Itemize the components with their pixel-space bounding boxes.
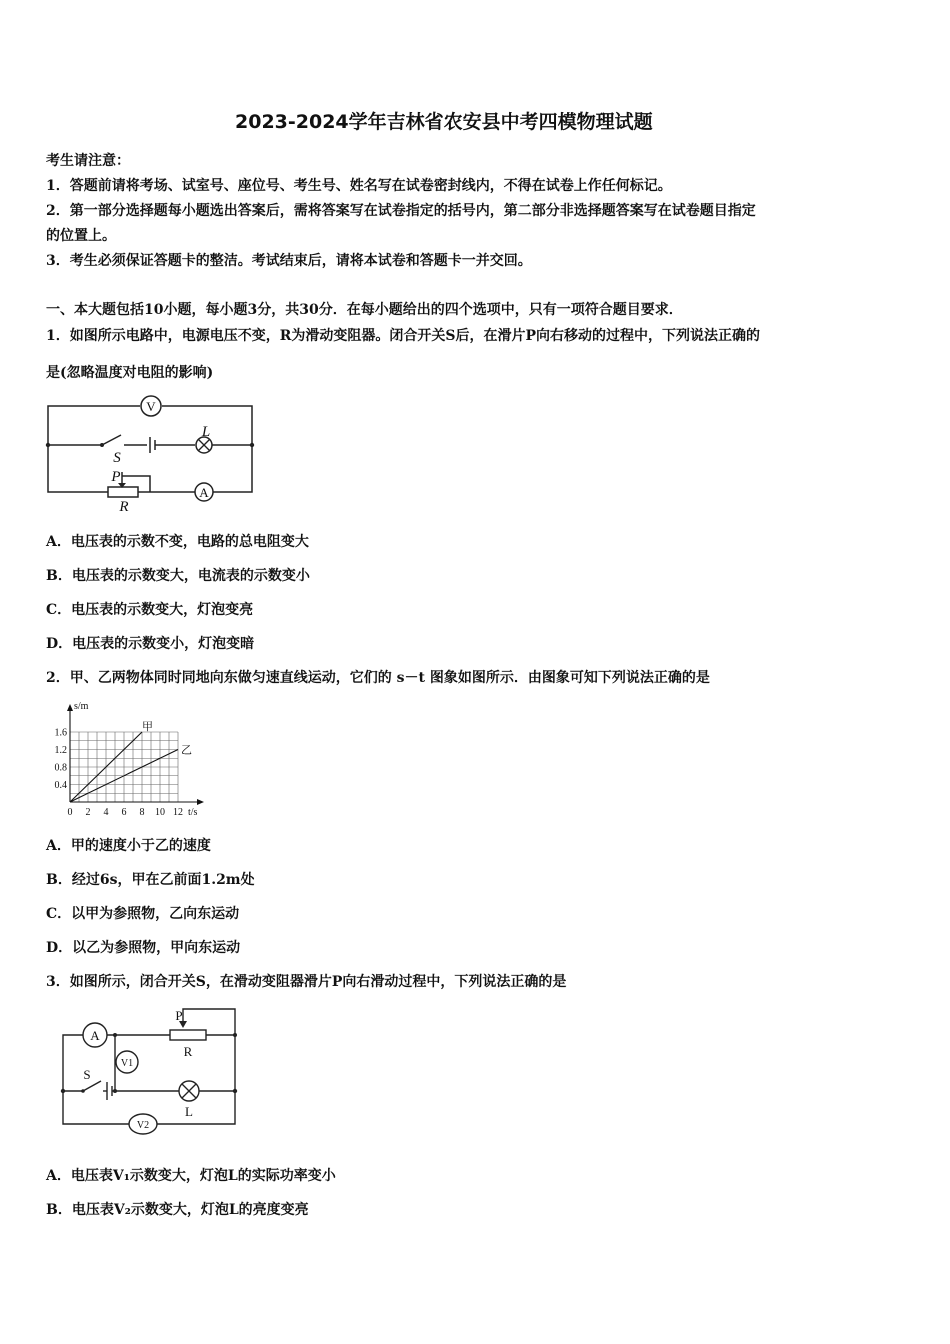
series-label: 甲	[142, 721, 153, 733]
section-heading: 一、本大题包括10小题，每小题3分，共30分．在每小题给出的四个选项中，只有一项符合题目要求．	[46, 302, 683, 318]
q2-option: C．以甲为参照物，乙向东运动	[46, 906, 240, 922]
q3-circuit-diagram	[55, 1005, 245, 1140]
q1-option: D．电压表的示数变小，灯泡变暗	[46, 636, 255, 652]
q1-label-S: S	[113, 450, 121, 466]
q1-option: A．电压表的示数不变，电路的总电阻变大	[46, 534, 309, 550]
notice-item: 1．答题前请将考场、试室号、座位号、考生号、姓名写在试卷密封线内，不得在试卷上作任何标记。	[46, 178, 672, 194]
q3-label-S: S	[83, 1067, 91, 1082]
q1-option: C．电压表的示数变大，灯泡变亮	[46, 602, 254, 618]
notice-item: 的位置上。	[46, 228, 116, 244]
q1-label-A: A	[199, 485, 209, 500]
q2-option: A．甲的速度小于乙的速度	[46, 838, 211, 854]
y-tick-label: 1.6	[54, 727, 67, 739]
q3-option: A．电压表V₁示数变大，灯泡L的实际功率变小	[46, 1168, 336, 1184]
y-tick-label: 1.2	[54, 745, 67, 756]
q3-stem: 3．如图所示，闭合开关S，在滑动变阻器滑片P向右滑动过程中，下列说法正确的是	[46, 974, 567, 990]
q3-label-A: A	[90, 1028, 100, 1043]
x-tick-label: 2	[85, 807, 91, 818]
notice-heading: 考生请注意：	[46, 153, 130, 169]
y-tick-label: 0.4	[54, 780, 67, 791]
x-tick-label: 6	[121, 807, 127, 818]
notice-item: 2．第一部分选择题每小题选出答案后，需将答案写在试卷指定的括号内，第二部分非选择题答案写在试卷题目指定	[46, 203, 756, 219]
x-tick-label: 8	[139, 807, 145, 818]
q3-label-V1: V1	[120, 1058, 134, 1069]
x-axis-label: t/s	[188, 807, 198, 818]
q1-label-R: R	[119, 499, 129, 515]
q1-option: B．电压表的示数变大，电流表的示数变小	[46, 568, 310, 584]
q3-option: B．电压表V₂示数变大，灯泡L的亮度变亮	[46, 1202, 309, 1218]
q3-label-V2: V2	[136, 1120, 150, 1131]
x-axis-arrow	[197, 799, 204, 805]
series-label: 乙	[181, 744, 192, 757]
q3-label-L: L	[185, 1104, 193, 1119]
q2-stem: 2．甲、乙两物体同时同地向东做匀速直线运动，它们的 s－t 图象如图所示．由图象可知下列说法正确的是	[46, 670, 710, 686]
q1-label-P: P	[111, 469, 121, 485]
q1-stem-cont: 是(忽略温度对电阻的影响)	[46, 365, 214, 381]
q2-option: D．以乙为参照物，甲向东运动	[46, 940, 241, 956]
x-tick-label: 0	[67, 807, 73, 818]
notice-item: 3．考生必须保证答题卡的整洁。考试结束后，请将本试卷和答题卡一并交回。	[46, 253, 532, 269]
q1-label-V: V	[146, 399, 156, 414]
x-tick-label: 10	[155, 807, 165, 818]
q1-stem: 1．如图所示电路中，电源电压不变，R为滑动变阻器。闭合开关S后，在滑片P向右移动的过程中，下列说法正确的	[46, 328, 761, 344]
y-tick-label: 0.8	[54, 762, 67, 774]
q3-label-P: P	[175, 1008, 183, 1023]
q2-option: B．经过6s，甲在乙前面1.2m处	[46, 872, 255, 888]
q3-label-R: R	[183, 1044, 193, 1059]
x-tick-label: 12	[173, 807, 183, 818]
y-axis-arrow	[67, 704, 73, 711]
x-tick-label: 4	[103, 807, 109, 818]
page-title: 2023-2024学年吉林省农安县中考四模物理试题	[235, 111, 653, 133]
q1-circuit-diagram	[40, 392, 270, 516]
q1-label-L: L	[201, 424, 211, 440]
q2-st-chart	[40, 698, 220, 820]
y-axis-label: s/m	[74, 701, 89, 712]
